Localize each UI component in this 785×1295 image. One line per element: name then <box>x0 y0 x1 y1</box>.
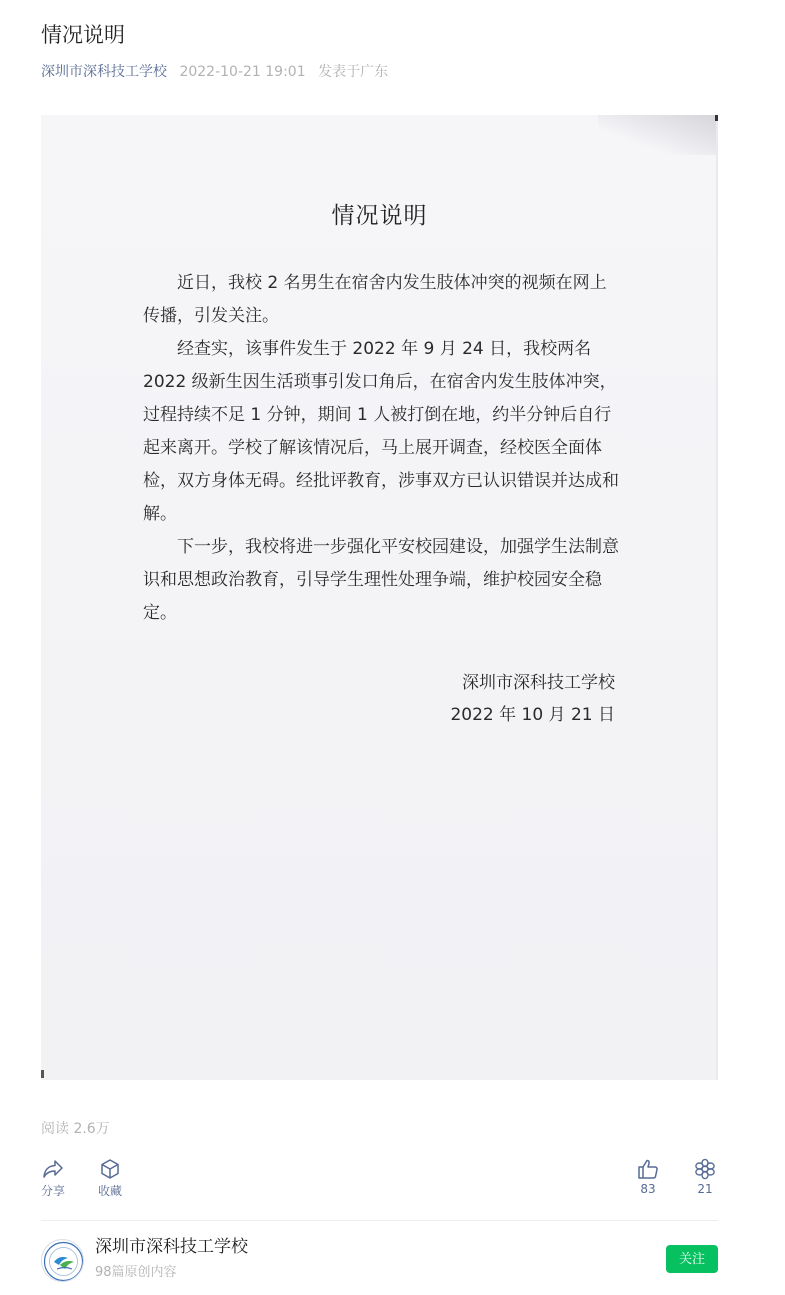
publish-time: 2022-10-21 19:01 <box>179 64 306 80</box>
flower-icon <box>693 1158 717 1180</box>
scan-mark <box>715 115 718 121</box>
favorite-button[interactable] <box>90 1158 130 1199</box>
share-label: 分享 <box>40 1184 65 1198</box>
document-signature-block <box>450 667 615 731</box>
document-date: 2022 年 10 月 21 日 <box>450 705 615 725</box>
read-count: 阅读 2.6万 <box>41 1121 110 1137</box>
document-paragraph: 经查实，该事件发生于 2022 年 9 月 24 日，我校两名 2022 级新生因生活琐事引发口角后，在宿舍内发生肢体冲突，过程持续不足 1 分钟，期间 1 人被打倒在地，约半分钟后自行起来离开。学校了解该情况后，马上展开调查，经校医全面体检，双方身体无碍。经批评教育，涉事双方已认识错误并达成和解。 <box>143 339 619 524</box>
cube-icon <box>98 1158 122 1180</box>
article-title: 情况说明 <box>41 23 125 47</box>
like-button[interactable] <box>628 1158 668 1196</box>
document-paragraph: 近日，我校 2 名男生在宿舍内发生肢体冲突的视频在网上传播，引发关注。 <box>143 273 607 326</box>
document-title: 情况说明 <box>331 203 428 229</box>
share-button[interactable] <box>33 1158 73 1199</box>
follow-button[interactable]: 关注 <box>666 1245 718 1273</box>
document-paragraph: 下一步，我校将进一步强化平安校园建设，加强学生法制意识和思想政治教育，引导学生理性处理争端，维护校园安全稳定。 <box>143 537 619 623</box>
article-meta <box>41 62 388 82</box>
wow-button[interactable] <box>685 1158 725 1196</box>
wow-count: 21 <box>697 1182 713 1196</box>
school-logo-icon <box>42 1240 84 1282</box>
account-name[interactable]: 深圳市深科技工学校 <box>95 1237 248 1257</box>
like-count: 83 <box>640 1182 656 1196</box>
thumbs-up-icon <box>636 1158 660 1180</box>
scan-shadow <box>598 115 718 155</box>
document-body <box>143 267 619 630</box>
publish-location: 发表于广东 <box>318 64 389 80</box>
action-bar <box>41 1158 718 1202</box>
scan-edge <box>716 115 718 1080</box>
author-link[interactable]: 深圳市深科技工学校 <box>41 64 167 80</box>
document-signature: 深圳市深科技工学校 <box>462 673 615 693</box>
divider <box>41 1220 718 1221</box>
favorite-label: 收藏 <box>97 1184 122 1198</box>
document-image[interactable] <box>41 115 718 1080</box>
account-card[interactable] <box>41 1235 718 1283</box>
avatar[interactable] <box>41 1239 84 1282</box>
original-count: 98篇原创内容 <box>95 1265 177 1280</box>
share-icon <box>41 1158 65 1180</box>
scan-mark <box>41 1070 44 1078</box>
